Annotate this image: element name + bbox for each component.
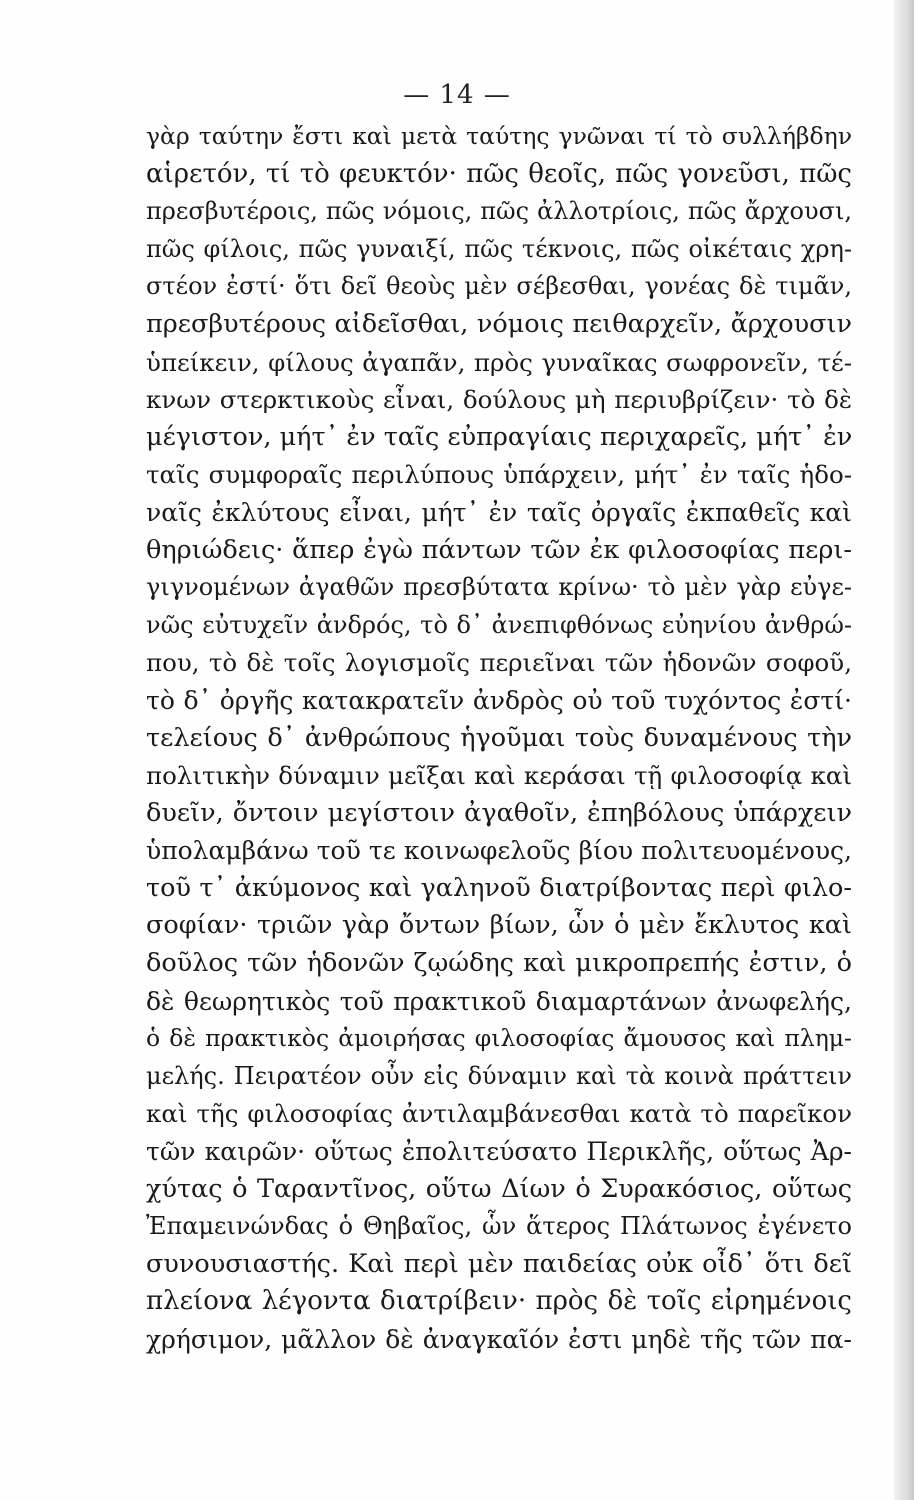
text-line: χύτας ὁ Ταραντῖνος, οὕτω Δίων ὁ Συρακόσιος, οὕτως xyxy=(146,1173,852,1204)
text-line: Ἐπαμεινώνδας ὁ Θηβαῖος, ὧν ἅτερος Πλάτωνος ἐγένετο xyxy=(146,1212,852,1241)
text-line: ὑπολαμβάνω τοῦ τε κοινωφελοῦς βίου πολιτευομένους, xyxy=(146,836,852,866)
text-line: τελείους δ᾽ ἀνθρώπους ἡγοῦμαι τοὺς δυναμένους τὴν xyxy=(146,722,852,753)
text-line: μελής. Πειρατέον οὖν εἰς δύναμιν καὶ τὰ κοινὰ πράττειν xyxy=(146,1061,852,1090)
text-line: στέον ἐστί· ὅτι δεῖ θεοὺς μὲν σέβεσθαι, γονέας δὲ τιμᾶν, xyxy=(146,272,852,301)
text-line: πρεσβυτέρους αἰδεῖσθαι, νόμοις πειθαρχεῖν, ἄρχουσιν xyxy=(146,308,852,339)
body-text xyxy=(146,118,852,1359)
text-line: ναῖς ἐκλύτους εἶναι, μήτ᾽ ἐν ταῖς ὀργαῖς ἐκπαθεῖς καὶ xyxy=(146,497,852,527)
text-line: τῶν καιρῶν· οὕτως ἐπολιτεύσατο Περικλῆς, οὕτως Ἀρ- xyxy=(146,1137,852,1167)
text-line: γιγνομένων ἀγαθῶν πρεσβύτατα κρίνω· τὸ μὲν γὰρ εὐγε- xyxy=(146,573,852,602)
text-line: δοῦλος τῶν ἡδονῶν ζῳώδης καὶ μικροπρεπής ἐστιν, ὁ xyxy=(146,948,852,979)
text-line: αἱρετόν, τί τὸ φευκτόν· πῶς θεοῖς, πῶς γονεῦσι, πῶς xyxy=(146,158,852,189)
text-line: τοῦ τ᾽ ἀκύμονος καὶ γαληνοῦ διατρίβοντας περὶ φιλο- xyxy=(146,872,852,903)
text-line: χρήσιμον, μᾶλλον δὲ ἀναγκαῖόν ἐστι μηδὲ τῆς τῶν πα- xyxy=(146,1325,852,1354)
text-line: πῶς φίλοις, πῶς γυναιξί, πῶς τέκνοις, πῶς οἰκέταις χρη- xyxy=(146,234,852,263)
text-line: που, τὸ δὲ τοῖς λογισμοῖς περιεῖναι τῶν ἡδονῶν σοφοῦ, xyxy=(146,648,852,678)
page-number: — 14 — xyxy=(403,80,511,110)
text-line: μέγιστον, μήτ᾽ ἐν ταῖς εὐπραγίαις περιχαρεῖς, μήτ᾽ ἐν xyxy=(146,421,852,452)
text-line: καὶ τῆς φιλοσοφίας ἀντιλαμβάνεσθαι κατὰ τὸ παρεῖκον xyxy=(146,1099,852,1129)
text-line: ὁ δὲ πρακτικὸς ἀμοιρήσας φιλοσοφίας ἄμουσος καὶ πλημ- xyxy=(146,1024,852,1053)
page-edge-shadow xyxy=(894,0,914,1500)
text-line: τὸ δ᾽ ὀργῆς κατακρατεῖν ἀνδρὸς οὐ τοῦ τυχόντος ἐστί· xyxy=(146,685,852,715)
text-line: νῶς εὐτυχεῖν ἀνδρός, τὸ δ᾽ ἀνεπιφθόνως εὐηνίου ἀνθρώ- xyxy=(146,610,852,639)
text-line: ταῖς συμφοραῖς περιλύπους ὑπάρχειν, μήτ᾽ ἐν ταῖς ἡδο- xyxy=(146,460,852,490)
text-line: πολιτικὴν δύναμιν μεῖξαι καὶ κεράσαι τῇ φιλοσοφίᾳ καὶ xyxy=(146,761,852,791)
text-line: σοφίαν· τριῶν γὰρ ὄντων βίων, ὧν ὁ μὲν ἔκλυτος καὶ xyxy=(146,910,852,941)
text-line: ὑπείκειν, φίλους ἀγαπᾶν, πρὸς γυναῖκας σωφρονεῖν, τέ- xyxy=(146,347,852,377)
text-line: συνουσιαστής. Καὶ περὶ μὲν παιδείας οὐκ οἶδ᾽ ὅτι δεῖ xyxy=(146,1248,852,1279)
text-line: δυεῖν, ὄντοιν μεγίστοιν ἀγαθοῖν, ἐπηβόλους ὑπάρχειν xyxy=(146,797,852,828)
text-line: δὲ θεωρητικὸς τοῦ πρακτικοῦ διαμαρτάνων ἀνωφελής, xyxy=(146,986,852,1016)
text-line: πρεσβυτέροις, πῶς νόμοις, πῶς ἀλλοτρίοις, πῶς ἄρχουσι, xyxy=(146,197,852,226)
text-line: θηριώδεις· ἅπερ ἐγὼ πάντων τῶν ἐκ φιλοσοφίας περι- xyxy=(146,534,852,565)
text-line: γὰρ ταύτην ἔστι καὶ μετὰ ταύτης γνῶναι τί τὸ συλλήβδην xyxy=(146,122,852,150)
text-line: κνων στερκτικοὺς εἶναι, δούλους μὴ περιυβρίζειν· τὸ δὲ xyxy=(146,385,852,415)
text-line: πλείονα λέγοντα διατρίβειν· πρὸς δὲ τοῖς εἰρημένοις xyxy=(146,1286,852,1317)
